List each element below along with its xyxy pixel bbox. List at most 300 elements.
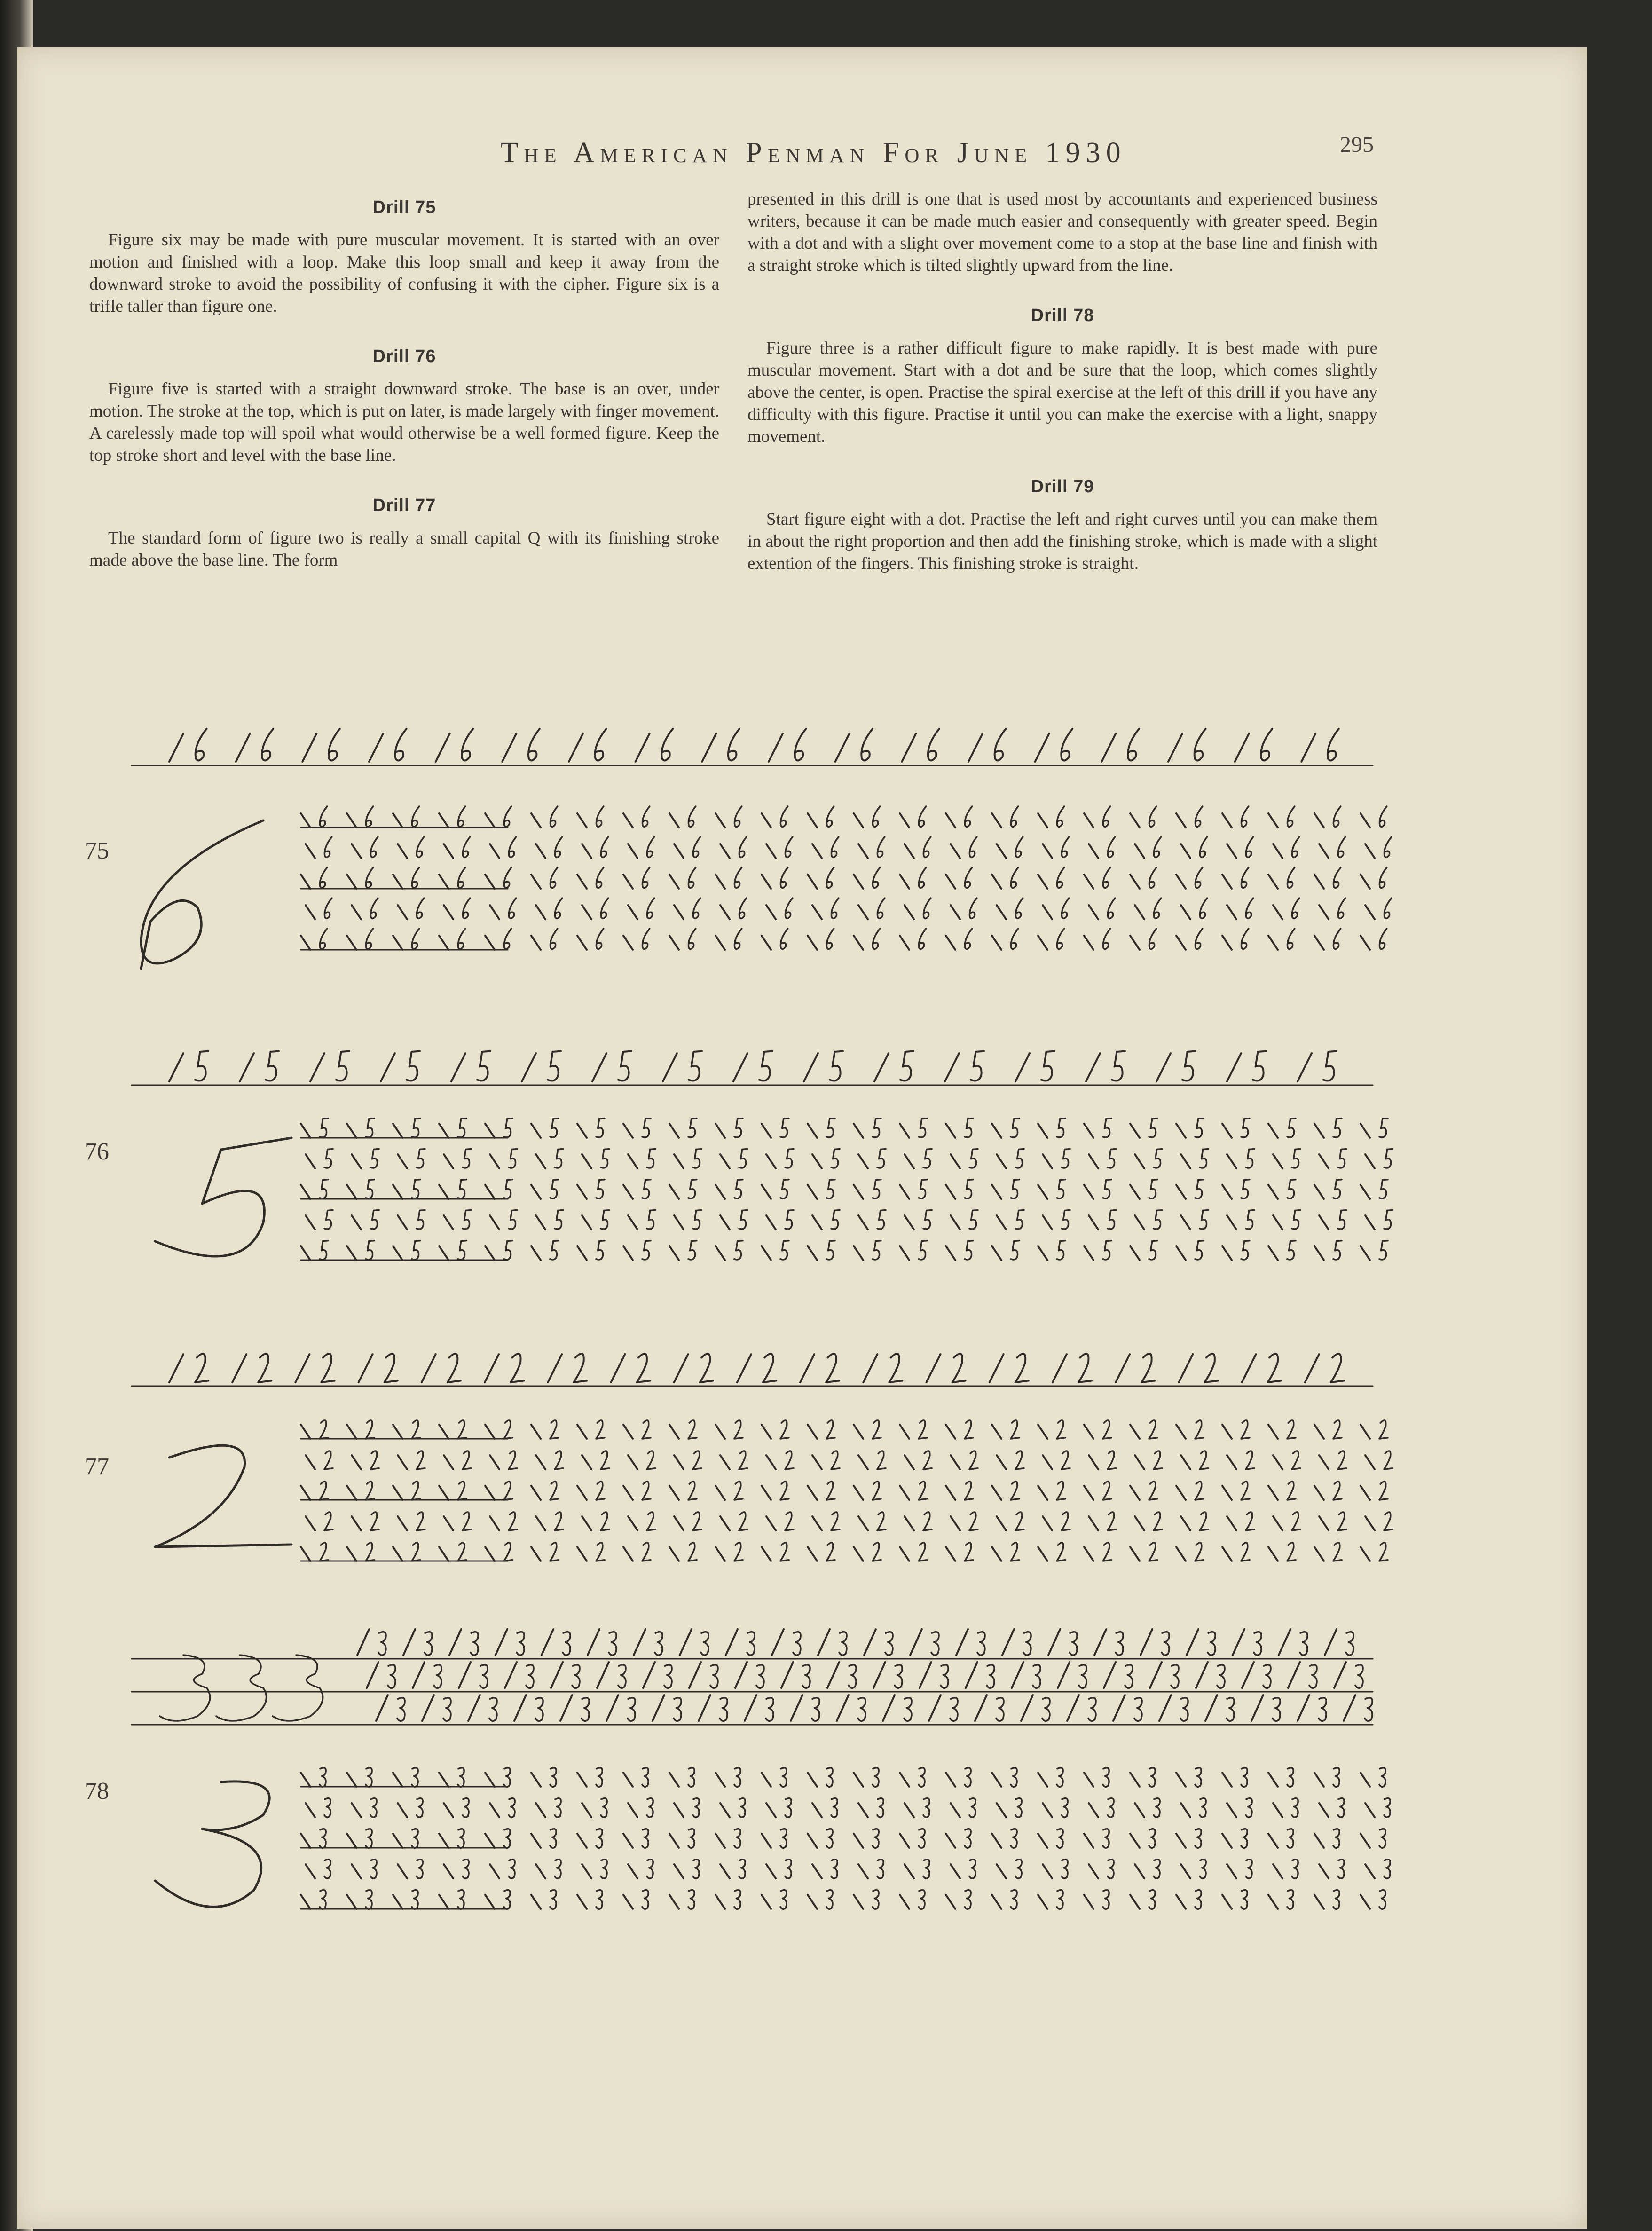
drill-77-exercise-figure — [1338, 1512, 1346, 1530]
drill-78-three — [1365, 1698, 1372, 1721]
drill-75-exercise-slant — [1268, 875, 1278, 889]
drill-77-exercise-slant — [1361, 1486, 1370, 1500]
drill-77-header-row-one — [232, 1354, 246, 1382]
drill-76-exercise-slant — [393, 1124, 402, 1138]
drill-78-one — [1298, 1695, 1309, 1721]
drill-78-exercise-slant — [1181, 1864, 1190, 1878]
drill-78-three — [628, 1698, 635, 1721]
drill-77-exercise-figure — [1103, 1543, 1111, 1561]
drill-78-three — [1300, 1632, 1307, 1655]
drill-77-exercise-figure — [320, 1543, 328, 1561]
drill-75-exercise-figure — [1149, 929, 1156, 949]
drill-77-header-row-one — [1116, 1354, 1130, 1382]
drill-78-exercise-slant — [485, 1834, 495, 1848]
drill-77-exercise-figure — [1292, 1451, 1300, 1469]
drill-76-exercise-slant — [347, 1246, 356, 1260]
drill-76-exercise-figure — [1246, 1210, 1254, 1229]
drill-78-exercise-slant — [1176, 1895, 1186, 1909]
drill-75-exercise-slant — [1227, 905, 1236, 919]
drill-78-exercise-figure — [1292, 1798, 1298, 1817]
drill-77-exercise-figure — [320, 1420, 328, 1439]
drill-78-one — [560, 1695, 572, 1721]
drill-76-exercise-slant — [951, 1215, 960, 1230]
drill-75-exercise-figure — [965, 867, 972, 888]
drill-78-exercise-slant — [490, 1803, 499, 1817]
drill-76-exercise-slant — [1135, 1215, 1144, 1230]
drill-75-exercise-figure — [780, 929, 787, 949]
drill-78-exercise-slant — [306, 1864, 315, 1878]
drill-75-header-row-one — [769, 733, 783, 762]
drill-78-exercise-figure — [1057, 1890, 1063, 1909]
drill-75-exercise-figure — [642, 929, 649, 949]
drill-76-exercise-figure — [1149, 1119, 1157, 1137]
drill-76-exercise-slant — [306, 1215, 315, 1230]
drill-77-exercise-slant — [531, 1486, 541, 1500]
drill-77-exercise-slant — [1038, 1425, 1047, 1439]
drill-76-exercise-slant — [347, 1124, 356, 1138]
drill-76-exercise-slant — [720, 1215, 730, 1230]
drill-78-three — [1070, 1632, 1077, 1655]
drill-76-header-row-figure — [195, 1051, 208, 1081]
drill-77-header-row-figure — [321, 1354, 334, 1382]
drill-75-text: Figure six may be made with pure muscular movement. It is started with an over motion and finished with a loop. Make this loop small and keep it away from the downward stroke to avoid the possibility of confusing it with the cipher. Figure six is a trifle taller than figure one. — [89, 230, 719, 316]
drill-78-exercise-slant — [946, 1834, 955, 1848]
drill-78-exercise-slant — [439, 1895, 448, 1909]
drill-76-exercise-slant — [531, 1185, 541, 1199]
drill-76-exercise-slant — [352, 1215, 361, 1230]
drill-75-exercise-figure — [370, 837, 378, 857]
drill-78-exercise-figure — [1246, 1860, 1252, 1878]
drill-76-exercise-slant — [1038, 1124, 1047, 1138]
drill-78-one — [542, 1629, 553, 1655]
drill-76-header-row-figure — [971, 1051, 984, 1081]
drill-77-exercise-slant — [766, 1455, 776, 1469]
drill-78-exercise-slant — [762, 1773, 771, 1787]
drill-78-exercise-slant — [623, 1773, 633, 1787]
drill-75-exercise-figure — [734, 867, 741, 888]
drill-77-exercise-slant — [398, 1455, 407, 1469]
drill-76-exercise-figure — [919, 1241, 927, 1260]
drill-75-header-row-figure — [329, 729, 340, 761]
drill-76-exercise-slant — [951, 1154, 960, 1168]
drill-78-one — [837, 1695, 849, 1721]
drill-75-exercise-figure — [601, 898, 608, 918]
drill-76-exercise-figure — [734, 1119, 743, 1137]
drill-78-exercise-figure — [1149, 1829, 1155, 1848]
drill-78-exercise-slant — [398, 1864, 407, 1878]
drill-78-exercise-slant — [674, 1803, 684, 1817]
drill-76-exercise-slant — [306, 1154, 315, 1168]
drill-77-exercise-slant — [854, 1547, 863, 1561]
drill-77-exercise-figure — [1149, 1420, 1157, 1439]
drill-77-exercise-slant — [858, 1516, 868, 1530]
drill-78-exercise-slant — [1176, 1834, 1186, 1848]
drill-75-exercise-figure — [417, 837, 424, 857]
drill-77-exercise-figure — [826, 1543, 835, 1561]
drill-75-exercise-figure — [642, 806, 649, 827]
drill-78-three — [563, 1632, 570, 1655]
drill-77-exercise-slant — [347, 1486, 356, 1500]
drill-77-exercise-slant — [531, 1547, 541, 1561]
drill-76-exercise-figure — [923, 1149, 932, 1168]
drill-78-exercise-figure — [1195, 1829, 1201, 1848]
drill-76-exercise-slant — [1130, 1185, 1140, 1199]
drill-78-one — [1344, 1695, 1355, 1721]
drill-78-one — [1067, 1695, 1079, 1721]
drill-75-exercise-slant — [623, 813, 633, 828]
drill-78-exercise-slant — [1314, 1773, 1324, 1787]
drill-78-exercise-slant — [1222, 1773, 1232, 1787]
drill-78-exercise-slant — [1038, 1834, 1047, 1848]
drill-75-exercise-slant — [1222, 813, 1232, 828]
drill-75-header-row-one — [1235, 733, 1249, 762]
drill-75-exercise-figure — [1241, 929, 1248, 949]
drill-75-exercise-figure — [1015, 837, 1023, 857]
drill-76-exercise-slant — [946, 1124, 955, 1138]
drill-78-one — [551, 1662, 563, 1688]
drill-77-exercise-slant — [301, 1547, 310, 1561]
drill-77-exercise-slant — [766, 1516, 776, 1530]
drill-78-exercise-slant — [1361, 1895, 1370, 1909]
drill-77-header-row-figure — [448, 1354, 461, 1382]
drill-77-exercise-slant — [997, 1455, 1006, 1469]
drill-78-exercise-figure — [1103, 1890, 1109, 1909]
drill-75-exercise-slant — [1089, 844, 1098, 858]
drill-76-header-row-one — [451, 1053, 465, 1081]
drill-76-exercise-figure — [1338, 1210, 1346, 1229]
drill-75-exercise-slant — [1181, 844, 1190, 858]
drill-77-exercise-figure — [1384, 1451, 1392, 1469]
drill-77-exercise-slant — [674, 1455, 684, 1469]
drill-77-exercise-slant — [490, 1455, 499, 1469]
drill-75-header-row-one — [835, 733, 850, 762]
drill-77-exercise-figure — [642, 1543, 651, 1561]
drill-75-exercise-slant — [1227, 844, 1236, 858]
drill-77-header-row-one — [927, 1354, 941, 1382]
drill-78-exercise-slant — [439, 1834, 448, 1848]
drill-76-exercise-slant — [1268, 1246, 1278, 1260]
drill-75-header-row-one — [1035, 733, 1049, 762]
drill-75-exercise-figure — [693, 837, 700, 857]
drill-77-exercise-slant — [485, 1547, 495, 1561]
drill-78-exercise-figure — [1195, 1890, 1201, 1909]
drill-76-exercise-figure — [780, 1180, 789, 1198]
drill-77-exercise-figure — [831, 1451, 840, 1469]
drill-78-three — [471, 1632, 478, 1655]
drill-75-exercise-figure — [1292, 898, 1299, 918]
drill-78-one — [357, 1629, 369, 1655]
model-figure-six — [141, 820, 263, 969]
drill-76-exercise-slant — [485, 1185, 495, 1199]
drill-76-exercise-slant — [716, 1246, 725, 1260]
drill-76-exercise-figure — [1015, 1210, 1024, 1229]
drill-77-exercise-slant — [490, 1516, 499, 1530]
drill-78-exercise-figure — [509, 1860, 515, 1878]
drill-76-exercise-figure — [647, 1210, 655, 1229]
drill-75-header-row-figure — [595, 729, 606, 761]
drill-75-exercise-slant — [808, 936, 817, 950]
drill-78-three — [720, 1698, 727, 1721]
drill-78-exercise-slant — [1084, 1895, 1093, 1909]
drill-75-exercise-figure — [1154, 837, 1161, 857]
drill-75-exercise-figure — [555, 837, 562, 857]
drill-76-exercise-slant — [1222, 1185, 1232, 1199]
drill-76-exercise-figure — [555, 1210, 563, 1229]
drill-78-exercise-slant — [946, 1895, 955, 1909]
drill-78-exercise-figure — [366, 1890, 372, 1909]
drill-76-exercise-figure — [463, 1149, 471, 1168]
drill-76-exercise-slant — [762, 1185, 771, 1199]
drill-77-exercise-slant — [352, 1455, 361, 1469]
drill-77-exercise-slant — [485, 1425, 495, 1439]
drill-75-exercise-figure — [1103, 867, 1110, 888]
drill-75-exercise-slant — [1084, 813, 1093, 828]
drill-77-exercise-figure — [780, 1543, 789, 1561]
drill-78-exercise-figure — [785, 1860, 791, 1878]
drill-78-exercise-figure — [642, 1768, 648, 1787]
drill-78-exercise-slant — [1089, 1864, 1098, 1878]
drill-77-header-row-one — [169, 1354, 183, 1382]
drill-75-exercise-figure — [877, 898, 884, 918]
drill-75-exercise-slant — [398, 905, 407, 919]
drill-78-exercise-figure — [739, 1798, 745, 1817]
drill-75-exercise-slant — [674, 844, 684, 858]
drill-76-exercise-figure — [504, 1119, 512, 1137]
drill-77-exercise-slant — [858, 1455, 868, 1469]
drill-76-exercise-figure — [688, 1119, 697, 1137]
drill-78-exercise-figure — [504, 1829, 510, 1848]
drill-76-exercise-figure — [324, 1149, 333, 1168]
drill-78-three — [425, 1632, 432, 1655]
drill-78-exercise-figure — [923, 1798, 929, 1817]
drill-77-exercise-slant — [439, 1486, 448, 1500]
drill-78-exercise-figure — [642, 1890, 648, 1909]
drill-75-exercise-figure — [463, 898, 470, 918]
drill-76-exercise-slant — [1361, 1185, 1370, 1199]
drill-75-exercise-slant — [1135, 844, 1144, 858]
drill-75-exercise-slant — [997, 844, 1006, 858]
specimen-label-75: 75 — [85, 837, 109, 864]
drill-76-exercise-figure — [458, 1119, 466, 1137]
drill-78-exercise-figure — [596, 1829, 602, 1848]
drill-77-exercise-slant — [1222, 1425, 1232, 1439]
drill-77-exercise-slant — [1084, 1486, 1093, 1500]
drill-78-one — [1334, 1662, 1346, 1688]
drill-75-header-row-one — [702, 733, 716, 762]
drill-75-exercise-slant — [951, 844, 960, 858]
drill-77-exercise-figure — [1108, 1512, 1116, 1530]
drill-75-exercise-slant — [1130, 875, 1140, 889]
drill-77-exercise-slant — [808, 1425, 817, 1439]
drill-75-exercise-slant — [577, 875, 587, 889]
drill-78-one — [1233, 1629, 1244, 1655]
drill-77-exercise-figure — [1011, 1482, 1019, 1500]
drill-78-three — [535, 1698, 543, 1721]
drill-75-exercise-figure — [826, 806, 834, 827]
drill-77-header-row-one — [737, 1354, 751, 1382]
drill-78-exercise-slant — [485, 1895, 495, 1909]
drill-76-exercise-figure — [1057, 1119, 1065, 1137]
drill-78-exercise-slant — [393, 1895, 402, 1909]
drill-77-exercise-slant — [347, 1547, 356, 1561]
drill-78-exercise-slant — [1043, 1803, 1052, 1817]
drill-78-exercise-figure — [1103, 1829, 1109, 1848]
drill-78-exercise-slant — [1273, 1803, 1282, 1817]
drill-75-exercise-slant — [628, 905, 637, 919]
drill-76-exercise-figure — [370, 1149, 379, 1168]
drill-77-exercise-slant — [306, 1455, 315, 1469]
drill-78-three — [747, 1632, 755, 1655]
drill-77-exercise-slant — [900, 1547, 909, 1561]
drill-78-exercise-figure — [1154, 1798, 1160, 1817]
drill-75-exercise-figure — [1246, 898, 1253, 918]
drill-77-exercise-slant — [669, 1486, 679, 1500]
drill-78-three — [904, 1698, 912, 1721]
drill-78-exercise-figure — [688, 1768, 694, 1787]
drill-76-header-row-figure — [407, 1051, 420, 1081]
drill-75-exercise-slant — [1314, 936, 1324, 950]
drill-78-exercise-slant — [669, 1895, 679, 1909]
drill-75-exercise-slant — [393, 875, 402, 889]
model-figure-five — [155, 1138, 291, 1256]
drill-76-header-row-one — [804, 1053, 818, 1081]
drill-78-exercise-slant — [716, 1834, 725, 1848]
drill-76-exercise-figure — [1379, 1180, 1388, 1198]
drill-77-exercise-slant — [808, 1486, 817, 1500]
drill-78-exercise-figure — [412, 1829, 418, 1848]
drill-75-exercise-slant — [485, 936, 495, 950]
drill-77-exercise-figure — [647, 1451, 655, 1469]
drill-75-exercise-slant — [1181, 905, 1190, 919]
drill-78-one — [505, 1662, 517, 1688]
drill-77-exercise-slant — [439, 1425, 448, 1439]
drill-78-three — [480, 1665, 488, 1688]
drill-76-exercise-figure — [785, 1210, 794, 1229]
drill-76-exercise-figure — [739, 1210, 747, 1229]
drill-75-exercise-slant — [900, 875, 909, 889]
drill-76-exercise-slant — [1361, 1124, 1370, 1138]
drill-76-exercise-slant — [1365, 1154, 1375, 1168]
drill-75-exercise-slant — [716, 875, 725, 889]
drill-77-exercise-slant — [1361, 1425, 1370, 1439]
drill-76-exercise-figure — [1103, 1180, 1111, 1198]
drill-78-exercise-slant — [992, 1895, 1001, 1909]
drill-78-one — [422, 1695, 434, 1721]
drill-77-exercise-figure — [873, 1420, 881, 1439]
drill-78-exercise-slant — [1084, 1773, 1093, 1787]
drill-78-exercise-figure — [1338, 1860, 1344, 1878]
drill-76-exercise-figure — [1154, 1210, 1162, 1229]
drill-76-exercise-slant — [854, 1246, 863, 1260]
drill-75-exercise-slant — [1043, 844, 1052, 858]
drill-75-exercise-figure — [873, 929, 880, 949]
drill-75-exercise-slant — [485, 875, 495, 889]
drill-76-exercise-slant — [628, 1154, 637, 1168]
drill-78-one — [1242, 1662, 1254, 1688]
drill-77-exercise-figure — [555, 1512, 563, 1530]
drill-78-exercise-figure — [831, 1798, 837, 1817]
drill-77-exercise-slant — [1227, 1455, 1236, 1469]
drill-75-exercise-figure — [458, 806, 465, 827]
drill-75-exercise-figure — [831, 837, 838, 857]
drill-78-exercise-figure — [1241, 1829, 1247, 1848]
drill-76-exercise-figure — [642, 1180, 651, 1198]
drill-77-exercise-slant — [992, 1547, 1001, 1561]
drill-78-three — [1263, 1665, 1271, 1688]
drill-76-exercise-slant — [905, 1154, 914, 1168]
drill-75-exercise-figure — [412, 867, 419, 888]
drill-77-exercise-slant — [1319, 1455, 1329, 1469]
drill-78-exercise-slant — [1135, 1864, 1144, 1878]
drill-76-exercise-slant — [1227, 1154, 1236, 1168]
drill-78-three — [1162, 1632, 1169, 1655]
drill-76-exercise-figure — [550, 1119, 559, 1137]
drill-77-exercise-figure — [693, 1451, 701, 1469]
drill-78-exercise-slant — [1361, 1773, 1370, 1787]
drill-76-exercise-figure — [366, 1119, 374, 1137]
drill-76-exercise-slant — [1089, 1215, 1098, 1230]
drill-78-exercise-slant — [762, 1895, 771, 1909]
drill-77-exercise-slant — [1361, 1547, 1370, 1561]
drill-78-three — [1023, 1632, 1031, 1655]
drill-78-three — [1355, 1665, 1363, 1688]
drill-76-exercise-slant — [905, 1215, 914, 1230]
drill-76-header-row-one — [1227, 1053, 1241, 1081]
drill-76-exercise-figure — [320, 1241, 328, 1260]
drill-75-header-row-figure — [1261, 729, 1272, 761]
drill-76-exercise-slant — [301, 1124, 310, 1138]
drill-78-exercise-figure — [320, 1768, 326, 1787]
drill-78-one — [956, 1629, 968, 1655]
drill-78-one — [588, 1629, 599, 1655]
drill-75-exercise-figure — [919, 867, 926, 888]
drill-77-exercise-slant — [623, 1547, 633, 1561]
drill-77-exercise-figure — [826, 1420, 835, 1439]
drill-75-header-row-one — [236, 733, 250, 762]
drill-75-exercise-slant — [531, 875, 541, 889]
drill-76-exercise-figure — [366, 1241, 374, 1260]
drill-76-exercise-figure — [504, 1241, 512, 1260]
drill-77-exercise-figure — [366, 1482, 374, 1500]
drill-76-exercise-figure — [877, 1210, 886, 1229]
drill-75-exercise-slant — [444, 905, 453, 919]
drill-78-exercise-figure — [1062, 1798, 1068, 1817]
drill-78-one — [413, 1662, 425, 1688]
drill-77-exercise-slant — [536, 1516, 545, 1530]
drill-77-exercise-figure — [780, 1482, 789, 1500]
drill-77-exercise-figure — [417, 1512, 425, 1530]
drill-76-exercise-figure — [1154, 1149, 1162, 1168]
drill-76-exercise-slant — [1130, 1124, 1140, 1138]
drill-78-exercise-slant — [854, 1895, 863, 1909]
drill-78-exercise-figure — [320, 1890, 326, 1909]
drill-75-exercise-figure — [370, 898, 378, 918]
drill-77-header-row-figure — [385, 1354, 398, 1382]
drill-78-exercise-slant — [628, 1864, 637, 1878]
drill-76-exercise-figure — [873, 1241, 881, 1260]
drill-76-exercise-slant — [301, 1246, 310, 1260]
drill-76-exercise-figure — [1384, 1210, 1392, 1229]
drill-78-exercise-figure — [1103, 1768, 1109, 1787]
drill-75-exercise-slant — [1084, 936, 1093, 950]
drill-77-exercise-slant — [1273, 1516, 1282, 1530]
drill-75-exercise-figure — [1057, 806, 1064, 827]
drill-75-exercise-figure — [647, 837, 654, 857]
drill-78-exercise-figure — [458, 1768, 464, 1787]
drill-78-one — [1094, 1629, 1106, 1655]
drill-77-exercise-figure — [1200, 1451, 1208, 1469]
drill-75-exercise-figure — [417, 898, 424, 918]
